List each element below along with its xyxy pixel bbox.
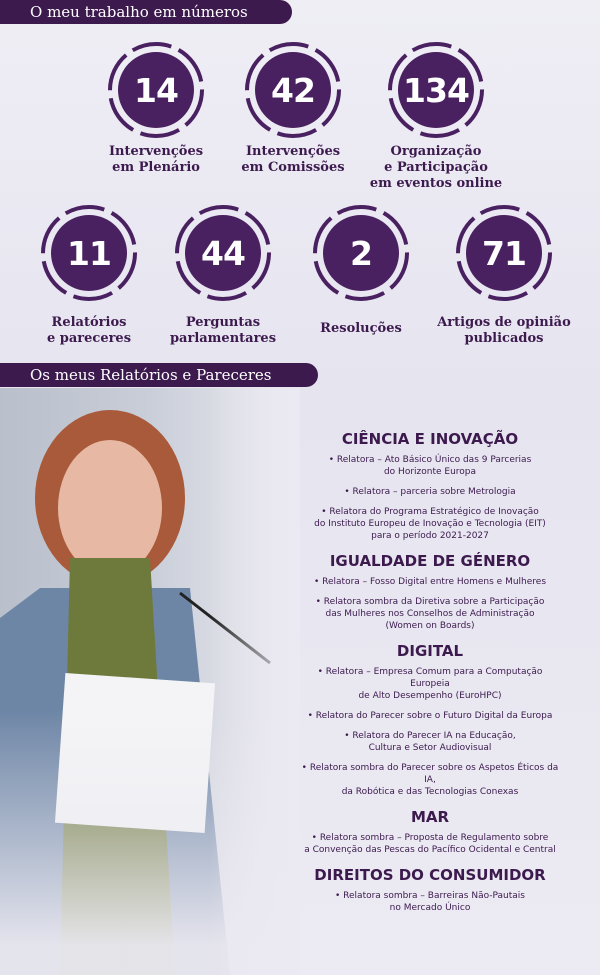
- stat-ring: [106, 40, 206, 140]
- speaker-photo: [0, 388, 300, 975]
- stat-label: Relatórios e pareceres: [46, 315, 132, 346]
- list-item: • Relatora sombra – Proposta de Regulamento sobre a Convenção das Pescas do Pacífico Ocidental e Central: [300, 832, 560, 856]
- stat-value: 42: [271, 70, 315, 110]
- stat-resolutions: [286, 203, 436, 337]
- stat-value: 11: [67, 233, 111, 273]
- stat-ring: [243, 40, 343, 140]
- stat-ring: [454, 203, 554, 303]
- stat-value: 134: [403, 70, 469, 110]
- list-item: • Relatora – parceria sobre Metrologia: [300, 486, 560, 498]
- stat-questions: [148, 203, 298, 347]
- section-title: DIREITOS DO CONSUMIDOR: [314, 866, 546, 884]
- stat-value: 44: [201, 233, 245, 273]
- reports-list: [300, 420, 560, 922]
- stat-ring: [386, 40, 486, 140]
- stat-label: Intervenções em Plenário: [108, 144, 204, 175]
- stat-value: 71: [482, 233, 526, 273]
- section-title: MAR: [410, 808, 450, 826]
- list-item: • Relatora do Programa Estratégico de Inovação do Instituto Europeu de Inovação e Tecnologia (EIT) para o período 2021-2027: [300, 506, 560, 542]
- list-item: • Relatora sombra da Diretiva sobre a Participação das Mulheres nos Conselhos de Administração (Women on Boards): [300, 596, 560, 632]
- stat-committees: [218, 40, 368, 176]
- list-item: • Relatora – Ato Básico Único das 9 Parcerias do Horizonte Europa: [300, 454, 560, 478]
- stat-ring: [311, 203, 411, 303]
- list-item: • Relatora – Empresa Comum para a Computação Europeia de Alto Desempenho (EuroHPC): [300, 666, 560, 702]
- stat-ring: [173, 203, 273, 303]
- stat-label: Organização e Participação em eventos online: [369, 144, 503, 191]
- section-title: CIÊNCIA E INOVAÇÃO: [341, 430, 519, 448]
- list-item: • Relatora – Fosso Digital entre Homens e Mulheres: [300, 576, 560, 588]
- photo-fade: [0, 388, 300, 975]
- section-title: DIGITAL: [396, 642, 464, 660]
- list-item: • Relatora do Parecer IA na Educação, Cultura e Setor Audiovisual: [300, 730, 560, 754]
- section-title: IGUALDADE DE GÉNERO: [329, 552, 531, 570]
- banner-numbers: O meu trabalho em números: [0, 0, 292, 24]
- stat-label: Artigos de opinião publicados: [437, 315, 571, 346]
- list-item: • Relatora sombra – Barreiras Não-Pautais no Mercado Único: [300, 890, 560, 914]
- stat-events: [361, 40, 511, 192]
- stat-ring: [39, 203, 139, 303]
- stat-value: 2: [350, 233, 372, 273]
- stat-label: Intervenções em Comissões: [241, 144, 345, 175]
- banner-reports: Os meus Relatórios e Pareceres: [0, 363, 318, 387]
- stat-label: Perguntas parlamentares: [169, 315, 277, 346]
- stat-plenary: [81, 40, 231, 176]
- stat-reports: [14, 203, 164, 347]
- list-item: • Relatora sombra do Parecer sobre os Aspetos Éticos da IA, da Robótica e das Tecnologias Conexas: [300, 762, 560, 798]
- stat-label: Resoluções: [320, 321, 402, 336]
- stat-articles: [429, 203, 579, 347]
- stat-value: 14: [134, 70, 178, 110]
- list-item: • Relatora do Parecer sobre o Futuro Digital da Europa: [300, 710, 560, 722]
